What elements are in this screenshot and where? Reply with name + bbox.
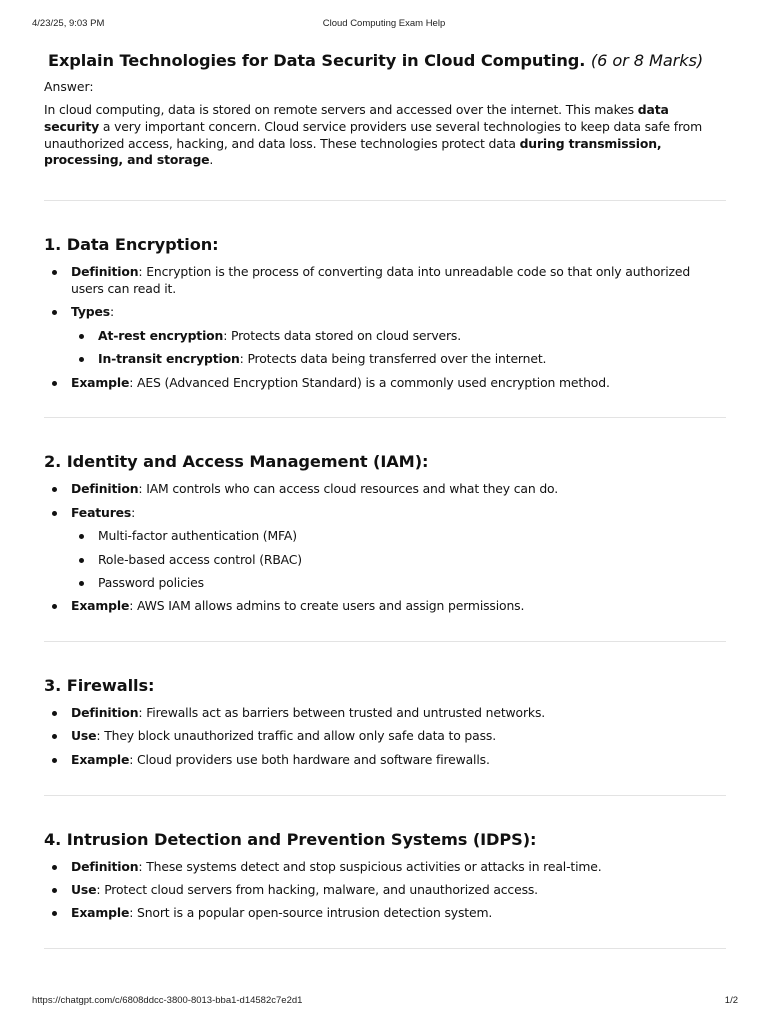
page-number: 1/2 — [724, 995, 738, 1006]
list-item: Role-based access control (RBAC) — [71, 552, 726, 569]
list-item: Multi-factor authentication (MFA) — [71, 528, 726, 545]
section-heading-idps: 4. Intrusion Detection and Prevention Systems (IDPS): — [44, 829, 537, 849]
list-item: Definition: Encryption is the process of converting data into unreadable code so that only authorized users can read it. — [44, 264, 726, 298]
divider — [44, 795, 726, 796]
list-item: Definition: These systems detect and stop suspicious activities or attacks in real-time. — [44, 859, 726, 876]
list-item: Example: Snort is a popular open-source intrusion detection system. — [44, 905, 726, 922]
encryption-types-list — [71, 328, 726, 368]
question-title: Explain Technologies for Data Security in Cloud Computing. (6 or 8 Marks) — [48, 51, 704, 70]
list-item: Example: AES (Advanced Encryption Standard) is a commonly used encryption method. — [44, 375, 726, 392]
list-item: Password policies — [71, 575, 726, 592]
document-content — [44, 50, 726, 949]
iam-features-list — [71, 528, 726, 592]
encryption-list — [44, 264, 726, 391]
print-url: https://chatgpt.com/c/6808ddcc-3800-8013-bba1-d14582c7e2d1 — [32, 995, 303, 1006]
divider — [44, 948, 726, 949]
divider — [44, 417, 726, 418]
question-marks: (6 or 8 Marks) — [590, 51, 704, 70]
list-item: Use: They block unauthorized traffic and allow only safe data to pass. — [44, 728, 726, 745]
print-datetime: 4/23/25, 9:03 PM — [32, 18, 105, 29]
intro-paragraph: In cloud computing, data is stored on remote servers and accessed over the internet. This makes data security a very important concern. Cloud service providers use several technologies to keep data safe from unauthorized access, hacking, and data loss. These technologies protect data during transmission, processing, and storage. — [44, 102, 703, 168]
print-title: Cloud Computing Exam Help — [322, 18, 446, 29]
list-item: Example: Cloud providers use both hardware and software firewalls. — [44, 752, 726, 769]
divider — [44, 200, 726, 201]
list-item: Definition: IAM controls who can access cloud resources and what they can do. — [44, 481, 726, 498]
iam-list — [44, 481, 726, 615]
list-item: Features: Multi-factor authentication (MFA) Role-based access control (RBAC) Password policies — [44, 505, 726, 592]
list-item: Example: AWS IAM allows admins to create users and assign permissions. — [44, 598, 726, 615]
list-item: In-transit encryption: Protects data being transferred over the internet. — [71, 351, 726, 368]
section-heading-iam: 2. Identity and Access Management (IAM): — [44, 452, 429, 472]
list-item: Definition: Firewalls act as barriers between trusted and untrusted networks. — [44, 705, 726, 722]
list-item: At-rest encryption: Protects data stored on cloud servers. — [71, 328, 726, 345]
list-item: Use: Protect cloud servers from hacking, malware, and unauthorized access. — [44, 882, 726, 899]
list-item: Types: At-rest encryption: Protects data stored on cloud servers. In-transit encryption: Protects data being transferred over the internet. — [44, 304, 726, 368]
idps-list — [44, 859, 726, 923]
divider — [44, 641, 726, 642]
section-heading-encryption: 1. Data Encryption: — [44, 235, 219, 255]
section-heading-firewalls: 3. Firewalls: — [44, 676, 155, 696]
firewalls-list — [44, 705, 726, 769]
answer-label: Answer: — [44, 79, 94, 94]
